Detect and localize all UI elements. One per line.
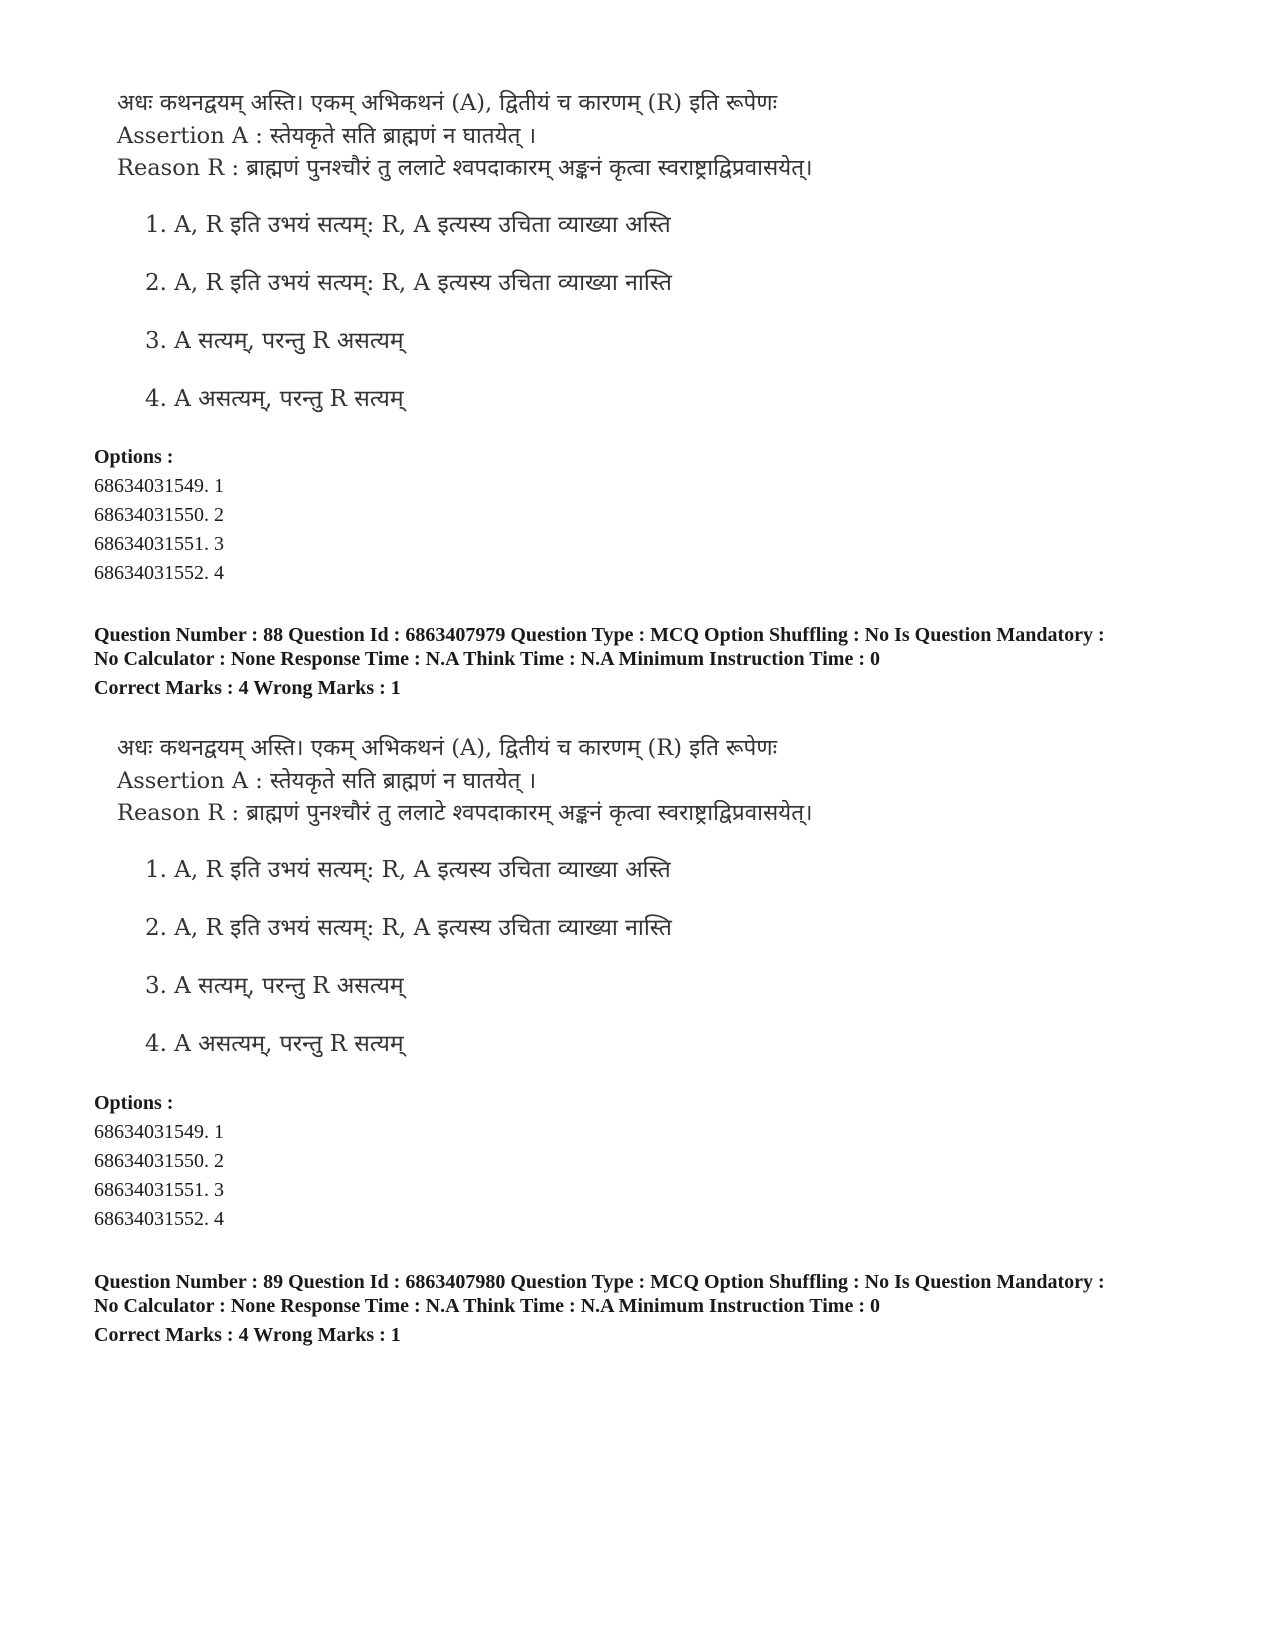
- choice-2: 2. A, R इति उभयं सत्यम्: R, A इत्यस्य उचिता व्याख्या नास्ति: [145, 915, 672, 941]
- question-content-image: [117, 731, 887, 1061]
- options-label: Options :: [94, 446, 174, 468]
- option-id: 68634031549. 1: [94, 475, 224, 497]
- question-meta-line1: Question Number : 89 Question Id : 6863407980 Question Type : MCQ Option Shuffling : No Is Question Mandatory :: [94, 1271, 1105, 1293]
- choice-4: 4. A असत्यम्, परन्तु R सत्यम्: [145, 386, 404, 412]
- option-id: 68634031551. 3: [94, 533, 224, 555]
- option-id: 68634031552. 4: [94, 1208, 224, 1230]
- choice-2: 2. A, R इति उभयं सत्यम्: R, A इत्यस्य उचिता व्याख्या नास्ति: [145, 270, 672, 296]
- choice-1: 1. A, R इति उभयं सत्यम्: R, A इत्यस्य उचिता व्याख्या अस्ति: [145, 857, 671, 883]
- option-id: 68634031552. 4: [94, 562, 224, 584]
- reason-text: Reason R : ब्राह्मणं पुनश्चौरं तु ललाटे श्वपदाकारम् अङ्कनं कृत्वा स्वराष्ट्राद्विप्रवासयेत्।: [117, 155, 813, 181]
- question-content-image: [117, 86, 887, 416]
- statement-intro: अधः कथनद्वयम् अस्ति। एकम् अभिकथनं (A), द्वितीयं च कारणम् (R) इति रूपेणः: [117, 90, 778, 116]
- choice-3: 3. A सत्यम्, परन्तु R असत्यम्: [145, 973, 404, 999]
- option-id: 68634031549. 1: [94, 1121, 224, 1143]
- reason-text: Reason R : ब्राह्मणं पुनश्चौरं तु ललाटे श्वपदाकारम् अङ्कनं कृत्वा स्वराष्ट्राद्विप्रवासयेत्।: [117, 800, 813, 826]
- choice-1: 1. A, R इति उभयं सत्यम्: R, A इत्यस्य उचिता व्याख्या अस्ति: [145, 212, 671, 238]
- assertion-text: Assertion A : स्तेयकृते सति ब्राह्मणं न घातयेत् ।: [117, 123, 537, 149]
- question-marks: Correct Marks : 4 Wrong Marks : 1: [94, 1324, 401, 1346]
- statement-intro: अधः कथनद्वयम् अस्ति। एकम् अभिकथनं (A), द्वितीयं च कारणम् (R) इति रूपेणः: [117, 735, 778, 761]
- options-label: Options :: [94, 1092, 174, 1114]
- question-meta-line2: No Calculator : None Response Time : N.A Think Time : N.A Minimum Instruction Time : 0: [94, 648, 880, 670]
- option-id: 68634031550. 2: [94, 1150, 224, 1172]
- assertion-text: Assertion A : स्तेयकृते सति ब्राह्मणं न घातयेत् ।: [117, 768, 537, 794]
- question-meta-line1: Question Number : 88 Question Id : 6863407979 Question Type : MCQ Option Shuffling : No Is Question Mandatory :: [94, 624, 1105, 646]
- option-id: 68634031550. 2: [94, 504, 224, 526]
- question-marks: Correct Marks : 4 Wrong Marks : 1: [94, 677, 401, 699]
- choice-4: 4. A असत्यम्, परन्तु R सत्यम्: [145, 1031, 404, 1057]
- question-meta-line2: No Calculator : None Response Time : N.A Think Time : N.A Minimum Instruction Time : 0: [94, 1295, 880, 1317]
- choice-3: 3. A सत्यम्, परन्तु R असत्यम्: [145, 328, 404, 354]
- option-id: 68634031551. 3: [94, 1179, 224, 1201]
